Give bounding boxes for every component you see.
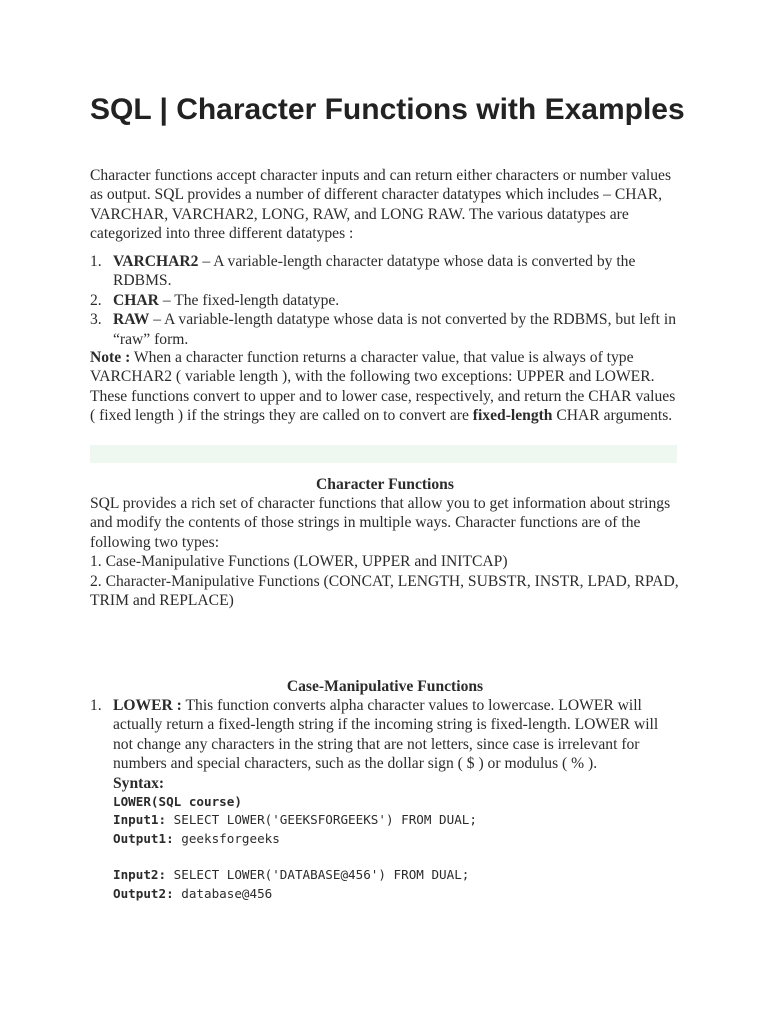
note-label: Note :	[90, 349, 131, 366]
function-term: LOWER :	[113, 697, 182, 714]
function-type-2: 2. Character-Manipulative Functions (CONCAT, LENGTH, SUBSTR, INSTR, LPAD, RPAD, TRIM and REPLACE)	[90, 572, 679, 610]
datatype-description: The fixed-length datatype.	[174, 291, 340, 309]
page-title: SQL | Character Functions with Examples	[90, 93, 685, 126]
output1-label: Output1:	[113, 830, 174, 846]
syntax-label	[113, 774, 680, 793]
highlight-band	[90, 445, 677, 463]
section-heading-case-manipulative: Case-Manipulative Functions	[286, 678, 484, 695]
list-number: 1.	[90, 253, 102, 270]
section-heading-character-functions: Character Functions	[316, 476, 454, 493]
note-text-end: CHAR arguments.	[552, 407, 673, 425]
output2-label: Output2:	[113, 885, 174, 901]
list-number: 2.	[90, 291, 102, 309]
datatype-list	[90, 252, 680, 349]
list-item	[90, 310, 680, 349]
section-paragraph: SQL provides a rich set of character functions that allow you to get information about strings and modify the contents of those strings in multiple ways. Character functions are of the following two types:	[90, 495, 671, 551]
input1-label: Input1:	[113, 812, 167, 828]
input1-code: SELECT LOWER('GEEKSFORGEEKS') FROM DUAL;	[166, 812, 477, 828]
datatype-separator: –	[158, 291, 175, 309]
function-type-1: 1. Case-Manipulative Functions (LOWER, UPPER and INITCAP)	[90, 553, 508, 571]
datatype-description: A variable-length character datatype whose data is converted by the RDBMS.	[113, 253, 636, 290]
note-paragraph	[90, 348, 680, 426]
intro-paragraph: Character functions accept character inputs and can return either characters or number values as output. SQL provides a number of different character datatypes which includes – CHAR, VARCHAR, VARCHAR2, LONG, RAW, and LONG RAW. The various datatypes are categorized into three different datatypes :	[90, 167, 672, 243]
input2-code: SELECT LOWER('DATABASE@456') FROM DUAL;	[166, 867, 470, 883]
list-item	[90, 291, 680, 310]
input2-label: Input2:	[113, 867, 167, 883]
syntax-code: LOWER(SQL course)	[113, 794, 242, 810]
list-item	[90, 696, 680, 903]
datatype-term: CHAR	[113, 291, 159, 309]
list-number: 1.	[90, 697, 102, 714]
character-functions-section	[90, 494, 680, 610]
case-functions-list	[90, 696, 680, 903]
function-description: This function converts alpha character values to lowercase. LOWER will actually return a fixed-length string if the incoming string is fixed-length. LOWER will not change any characters in the string that are not letters, since case is irrelevant for numbers and special characters, such as the dollar sign ( $ ) or modulus ( % ).	[113, 697, 659, 773]
datatype-separator: –	[149, 311, 165, 329]
datatype-separator: –	[198, 253, 214, 270]
syntax-label-text: Syntax:	[113, 774, 165, 792]
output1-code: geeksforgeeks	[173, 830, 280, 846]
datatype-description: A variable-length datatype whose data is not converted by the RDBMS, but left in “raw” form.	[113, 311, 677, 348]
datatype-term: RAW	[113, 311, 150, 329]
list-item	[90, 252, 680, 291]
code-block	[113, 793, 680, 903]
list-number: 3.	[90, 311, 102, 329]
note-text: When a character function returns a character value, that value is always of type VARCHAR2 ( variable length ), with the following two exceptions: UPPER and LOWER. These functions convert to upper and to lower case, respectively, and return the CHAR values ( fixed length ) if the strings they are called on to convert are	[90, 349, 676, 425]
note-bold-text: fixed-length	[472, 407, 553, 425]
datatype-term: VARCHAR2	[113, 253, 199, 270]
output2-code: database@456	[173, 885, 273, 901]
